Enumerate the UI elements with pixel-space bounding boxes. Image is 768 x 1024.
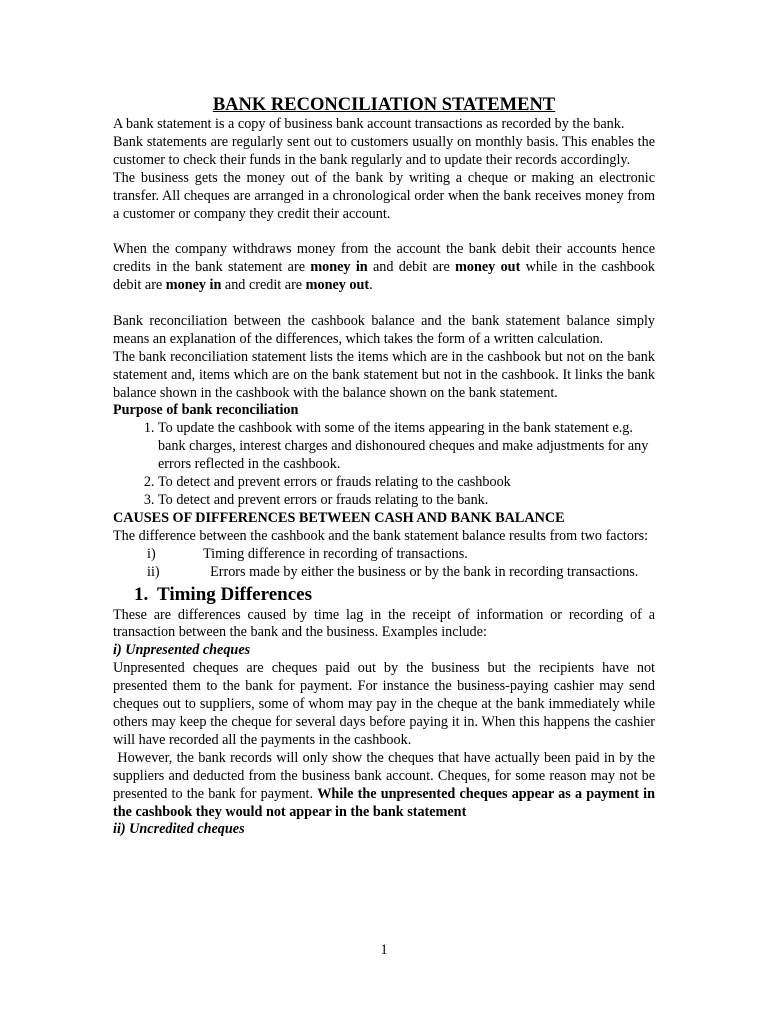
subheading-uncredited: ii) Uncredited cheques xyxy=(113,821,245,838)
unpresented-paragraph-2: However, the bank records will only show the cheques that have actually been paid in by the suppliers and deducted from the business bank account. Cheques, for some reason may not be presented to the bank for payment. While the unpresented cheques appear as a payment in the cashbook they would not appear in the bank statement xyxy=(113,749,659,820)
unpresented-paragraph-1: Unpresented cheques are cheques paid out by the business but the recipients have not presented them to the bank for payment. For instance the business-paying cashier may send cheques out to suppliers, some of whom may pay in the cheque at the bank immediately while others may keep the cheque for several days before paying it in. When this happens the cashier will have recorded all the payments in the cashbook. xyxy=(113,660,655,748)
intro-paragraph-2: Bank statements are regularly sent out to customers usually on monthly basis. This enables the customer to check their funds in the bank regularly and to update their records accordingly. xyxy=(113,133,655,168)
document-page xyxy=(113,94,659,839)
recon-paragraph-1: Bank reconciliation between the cashbook balance and the bank statement balance simply means an explanation of the differences, which takes the form of a written calculation. xyxy=(113,312,655,347)
intro-paragraph-1: A bank statement is a copy of business bank account transactions as recorded by the bank. xyxy=(113,116,625,132)
withdraw-paragraph: When the company withdraws money from the account the bank debit their accounts hence credits in the bank statement are money in and debit are money out while in the cashbook debit are money in and credit are money out. xyxy=(113,241,656,294)
list-item: 2. To detect and prevent errors or frauds relating to the cashbook xyxy=(158,474,655,492)
subheading-unpresented: i) Unpresented cheques xyxy=(113,642,251,659)
page-number: 1 xyxy=(380,942,388,958)
purpose-list xyxy=(113,420,655,510)
list-item: 3. To detect and prevent errors or frauds relating to the bank. xyxy=(158,492,655,510)
list-item: ii) Errors made by either the business or by the bank in recording transactions. xyxy=(147,563,639,580)
section-heading-timing: 1. Timing Differences xyxy=(134,583,312,605)
purpose-heading: Purpose of bank reconciliation xyxy=(113,402,299,419)
page-title: BANK RECONCILIATION STATEMENT xyxy=(212,95,556,115)
causes-heading: CAUSES OF DIFFERENCES BETWEEN CASH AND BANK BALANCE xyxy=(113,509,565,526)
intro-paragraph-3: The business gets the money out of the bank by writing a cheque or making an electronic transfer. All cheques are arranged in a chronological order when the bank receives money from a customer or company they credit their account. xyxy=(113,169,655,222)
list-item: i) Timing difference in recording of transactions. xyxy=(147,545,468,562)
list-item: 1. To update the cashbook with some of the items appearing in the bank statement e.g. bank charges, interest charges and dishonoured cheques and make adjustments for any errors reflected in the cashbook. xyxy=(158,420,655,474)
causes-text: The difference between the cashbook and the bank statement balance results from two factors: xyxy=(113,527,649,544)
recon-paragraph-2: The bank reconciliation statement lists the items which are in the cashbook but not on the bank statement and, items which are on the bank statement but not in the cashbook. It links the bank balance shown in the cashbook with the balance shown on the bank statement. xyxy=(113,348,655,401)
timing-text: These are differences caused by time lag in the receipt of information or recording of a transaction between the bank and the business. Examples include: xyxy=(113,606,655,641)
